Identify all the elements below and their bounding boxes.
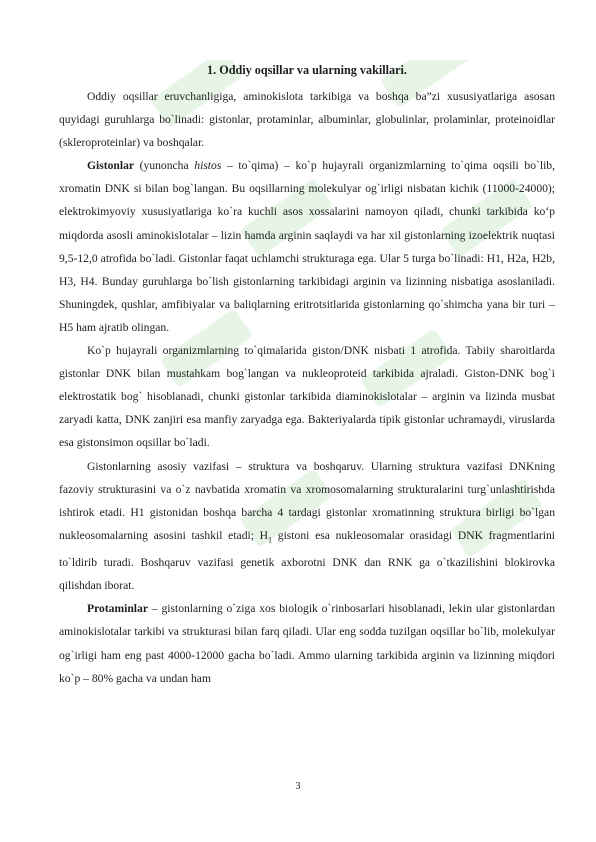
term-protaminlar: Protaminlar — [87, 602, 148, 616]
term-gistonlar: Gistonlar — [87, 159, 135, 173]
subscript: 1 — [268, 535, 273, 545]
paragraph-giston-dnk — [59, 339, 555, 454]
paragraph-intro — [59, 85, 555, 154]
paragraph-gistonlar — [59, 154, 555, 339]
paragraph-protaminlar — [59, 597, 555, 689]
paragraph-text: Gistonlarning asosiy vazifasi – struktura va boshqaruv. Ularning struktura vazifasi DNKning fazoviy strukturasini va o`z navbatida xromatin va xromosomalarning strukturalarini turg`unlashtirishda ishtirok etadi. H1 gistonidan boshqa barcha 4 tardagi gistonlar xromatinning struktura birligi bo`lgan nukleosomalarning asosini tashkil etadi; H — [59, 459, 555, 542]
document-page — [59, 62, 555, 690]
section-title: 1. Oddiy oqsillar va ularning vakillari. — [207, 63, 407, 77]
paragraph-text: Ko`p hujayrali organizmlarning to`qimalarida giston/DNK nisbati 1 atrofida. Tabiiy sharoitlarda gistonlar DNK bilan mustahkam bog`langan va nukleoproteid tarkibida ajraladi. Giston-DNK bog`i elektrostatik bog` hisoblanadi, chunki gistonlar tarkibida diaminokislotalar – arginin va lizinda musbat zaryadi katta, DNK zanjiri esa manfiy zaryadga ega. Bakteriyalarda tipik gistonlar uchramaydi, viruslarda esa gistonsimon oqsillar bo`ladi. — [59, 344, 555, 450]
paragraph-text: Oddiy oqsillar eruvchanligiga, aminokislota tarkibiga va boshqa ba”zi xususiyatlariga asosan quyidagi guruhlarga bo`linadi: gistonlar, protaminlar, albuminlar, globulinlar, prolaminlar, proteinoidlar (skleroproteinlar) va boshqalar. — [59, 90, 555, 150]
paragraph-text: – to`qima) – ko`p hujayrali organizmlarning to`qima oqsili bo`lib, xromatin DNK si bilan bog`langan. Bu oqsillarning molekulyar og`irligi nisbatan kichik (11000-24000); elektrokimyoviy xususiyatlariga ko`ra kuchli asos xossalarini namoyon qiladi, chunki tarkibida ko‘p miqdorda asosli aminokislotalar – lizin hamda arginin saqlaydi va har xil gistonlarning izoelektrik nuqtasi 9,5-12,0 atrofida bo`ladi. Gistonlar faqat uchlamchi strukturaga ega. Ular 5 turga bo`linadi: H1, H2a, H2b, H3, H4. Bunday guruhlarga bo`lish gistonlarning tarkibidagi arginin va lizinning nisbatiga asoslaniladi. Shuningdek, qushlar, amfibiyalar va baliqlarning eritrotsitlarida gistonlarning qo`shimcha yana bir turi – H5 ham ajratib olingan. — [59, 159, 555, 334]
paragraph-text: – gistonlarning o`ziga xos biologik o`rinbosarlari hisoblanadi, lekin ular gistonlardan aminokislotalar tarkibi va strukturasi bilan farq qiladi. Ular eng sodda tuzilgan oqsillar bo`lib, molekulyar og`irligi ham eng past 4000-12000 gacha bo`ladi. Ammo ularning tarkibida arginin va lizinning miqdori ko`p – 80% gacha va undan ham — [59, 602, 555, 685]
page-number: 3 — [295, 781, 301, 792]
term-histos: histos — [194, 159, 222, 173]
paragraph-functions — [59, 455, 555, 598]
paragraph-text: (yunoncha — [134, 159, 195, 173]
paragraph-text: gistoni esa nukleosomalar orasidagi DNK fragmentlarini to`ldirib turadi. Boshqaruv vazifasi genetik axborotni DNK dan RNK ga o`tkazilishini blokirovka qilishdan iborat. — [59, 528, 555, 593]
